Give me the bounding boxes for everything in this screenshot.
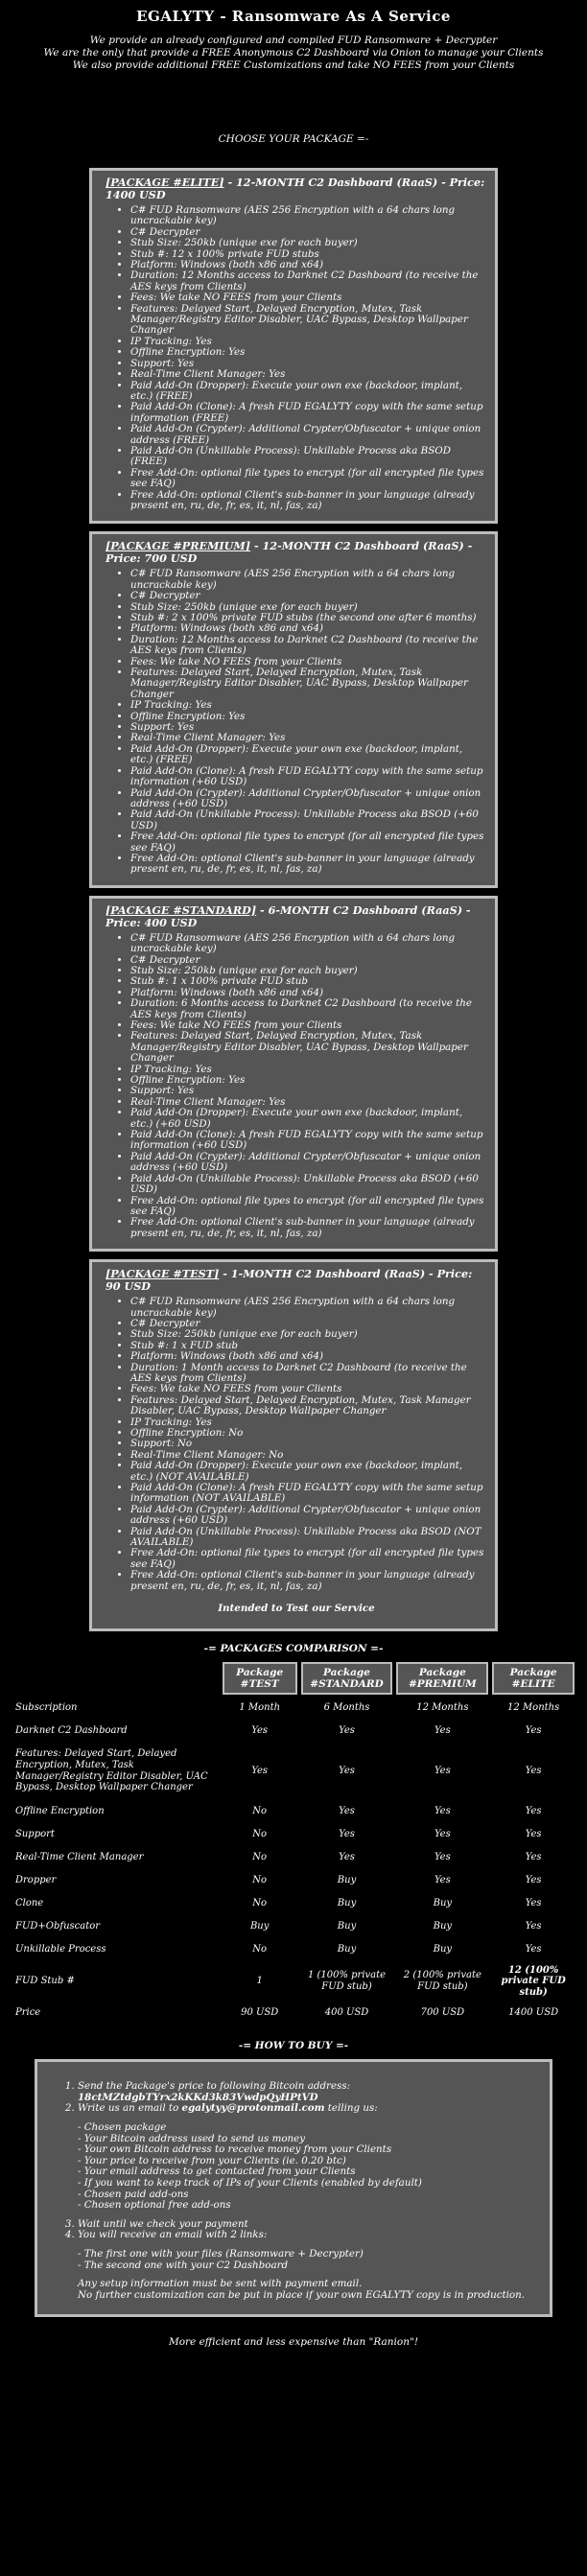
intro-line: We also provide additional FREE Customizations and take NO FEES from your Clients (72, 59, 515, 71)
package-feature: • C# FUD Ransomware (AES 256 Encryption with a 64 chars long uncrackable key) (130, 569, 487, 591)
howto-step-2-pre: Write us an email to (78, 2102, 182, 2115)
package-feature: • Stub #: 12 x 100% private FUD stubs (130, 249, 487, 260)
package-list (0, 168, 587, 1631)
comparison-row (12, 2003, 575, 2023)
package-subtitle: - 1-MONTH C2 Dashboard (RaaS) - Price: 90 USD (106, 1267, 473, 1294)
package-feature: • Paid Add-On (Dropper): Execute your own exe (backdoor, implant, etc.) (FREE) (130, 744, 487, 766)
comparison-row-label: Subscription (15, 1701, 78, 1713)
package-feature: • Stub Size: 250kb (unique exe for each buyer) (130, 238, 487, 248)
package-feature: • Free Add-On: optional Client's sub-banner in your language (already present en, ru, de, fr, es, it, nl, fas, za) (130, 1217, 487, 1239)
package-feature: • Paid Add-On (Clone): A fresh FUD EGALYTY copy with the same setup information (NOT AVAILABLE) (130, 1483, 487, 1505)
package-feature: • Support: Yes (130, 359, 487, 369)
comparison-cell: 700 USD (420, 2007, 465, 2019)
howto-step-4-item: - The first one with your files (Ransomware + Decrypter) (78, 2248, 364, 2260)
package-feature: • Paid Add-On (Clone): A fresh FUD EGALYTY copy with the same setup information (+60 USD) (130, 766, 487, 788)
package-feature-list (106, 1297, 487, 1592)
package-feature: • C# FUD Ransomware (AES 256 Encryption with a 64 chars long uncrackable key) (130, 933, 487, 955)
package-card (89, 531, 498, 887)
package-title (106, 1268, 487, 1293)
comparison-cell: Yes (434, 1805, 451, 1816)
comparison-row (12, 1871, 575, 1890)
package-subtitle: - 6-MONTH C2 Dashboard (RaaS) - Price: 400 USD (106, 902, 471, 929)
comparison-cell: No (252, 1851, 268, 1862)
package-subtitle: - 12-MONTH C2 Dashboard (RaaS) - Price: 1400 USD (106, 176, 485, 201)
comparison-table (9, 1658, 578, 2027)
package-feature: • C# FUD Ransomware (AES 256 Encryption with a 64 chars long uncrackable key) (130, 205, 487, 227)
package-feature: • C# FUD Ransomware (AES 256 Encryption with a 64 chars long uncrackable key) (130, 1297, 487, 1319)
howto-step-1 (78, 2081, 527, 2103)
comparison-header-standard: Package #STANDARD (301, 1662, 393, 1695)
package-feature: • Stub Size: 250kb (unique exe for each buyer) (130, 602, 487, 613)
comparison-header-test: Package #TEST (223, 1662, 297, 1695)
comparison-cell: 90 USD (241, 2007, 279, 2019)
comparison-cell: Yes (434, 1765, 451, 1776)
comparison-row (12, 1802, 575, 1821)
comparison-row (12, 1894, 575, 1913)
package-feature: • Duration: 12 Months access to Darknet C2 Dashboard (to receive the AES keys from Clients) (130, 635, 487, 657)
comparison-cell: Yes (525, 1943, 542, 1955)
package-feature: • Features: Delayed Start, Delayed Encryption, Mutex, Task Manager Disabler, UAC Bypass, Desktop Wallpaper Changer (130, 1395, 487, 1417)
comparison-row (12, 1698, 575, 1718)
package-card (89, 1259, 498, 1630)
howto-box (35, 2059, 552, 2317)
contact-email: egalytyy@protonmail.com (181, 2102, 325, 2115)
comparison-cell: Buy (433, 1920, 453, 1932)
comparison-cell: Yes (434, 1851, 451, 1862)
package-feature: • Paid Add-On (Crypter): Additional Crypter/Obfuscator + unique onion address (FREE) (130, 424, 487, 446)
comparison-row (12, 1745, 575, 1798)
intro-line: We are the only that provide a FREE Anonymous C2 Dashboard via Onion to manage your Clients (43, 47, 544, 59)
comparison-cell: Yes (525, 1897, 542, 1909)
package-feature: • Stub #: 1 x FUD stub (130, 1341, 487, 1351)
comparison-cell: Yes (434, 1874, 451, 1885)
package-feature: • Offline Encryption: Yes (130, 712, 487, 722)
package-feature: • Support: Yes (130, 722, 487, 733)
howto-step-3: 3. Wait until we check your payment (78, 2219, 527, 2231)
comparison-row-label: Dropper (15, 1874, 57, 1885)
comparison-cell: 1 (256, 1976, 263, 1987)
howto-step-2-items (78, 2122, 527, 2212)
package-feature: • Real-Time Client Manager: Yes (130, 733, 487, 743)
package-feature: • C# Decrypter (130, 227, 487, 238)
comparison-row (12, 1825, 575, 1844)
comparison-cell: Buy (249, 1920, 270, 1932)
comparison-row (12, 1721, 575, 1741)
comparison-row-label: Real-Time Client Manager (15, 1851, 144, 1862)
comparison-cell: 1 Month (239, 1701, 281, 1713)
comparison-cell: 12 Months (507, 1701, 560, 1713)
comparison-cell: Buy (433, 1897, 453, 1909)
package-card (89, 896, 498, 1252)
comparison-cell: 2 (100% private FUD stub) (403, 1970, 481, 1992)
package-feature: • Features: Delayed Start, Delayed Encryption, Mutex, Task Manager/Registry Editor Disabler, UAC Bypass, Desktop Wallpaper Changer (130, 1031, 487, 1064)
comparison-cell: Yes (339, 1851, 355, 1862)
package-feature: • Real-Time Client Manager: Yes (130, 1097, 487, 1108)
comparison-cell: Yes (525, 1765, 542, 1776)
comparison-cell: Yes (434, 1828, 451, 1839)
comparison-cell: Yes (525, 1805, 542, 1816)
package-footer: Intended to Test our Service (218, 1603, 375, 1615)
package-subtitle: - 12-MONTH C2 Dashboard (RaaS) - Price: 700 USD (106, 539, 473, 566)
package-feature: • Platform: Windows (both x86 and x64) (130, 988, 487, 998)
howto-step-4 (78, 2230, 527, 2271)
package-feature: • Fees: We take NO FEES from your Clients (130, 657, 487, 667)
comparison-cell: 400 USD (324, 2007, 369, 2019)
package-feature: • Stub Size: 250kb (unique exe for each buyer) (130, 966, 487, 976)
package-feature: • Free Add-On: optional Client's sub-banner in your language (already present en, ru, de, fr, es, it, nl, fas, za) (130, 490, 487, 512)
comparison-heading: -= PACKAGES COMPARISON =- (203, 1642, 384, 1654)
comparison-cell: No (252, 1943, 268, 1955)
package-feature: • Free Add-On: optional file types to encrypt (for all encrypted file types see FAQ) (130, 1548, 487, 1570)
package-feature: • Support: No (130, 1439, 487, 1449)
howto-step-4-text: You will receive an email with 2 links: (78, 2229, 268, 2241)
comparison-row-label: Offline Encryption (15, 1805, 105, 1816)
howto-steps (60, 2081, 527, 2271)
comparison-cell: No (252, 1805, 268, 1816)
comparison-row-label: Darknet C2 Dashboard (15, 1724, 128, 1736)
package-feature: • IP Tracking: Yes (130, 700, 487, 711)
comparison-row-label: Unkillable Process (15, 1943, 106, 1955)
comparison-cell: Buy (433, 1943, 453, 1955)
package-feature: • Paid Add-On (Crypter): Additional Crypter/Obfuscator + unique onion address (+60 USD) (130, 1152, 487, 1174)
comparison-row (12, 1940, 575, 1959)
howto-step-2-post: telling us: (324, 2102, 378, 2115)
comparison-cell: Yes (251, 1765, 269, 1776)
package-feature: • Free Add-On: optional file types to encrypt (for all encrypted file types see FAQ) (130, 831, 487, 854)
intro-line: We provide an already configured and compiled FUD Ransomware + Decrypter (89, 35, 498, 46)
package-feature: • Paid Add-On (Crypter): Additional Crypter/Obfuscator + unique onion address (+60 USD) (130, 788, 487, 810)
package-feature: • Paid Add-On (Dropper): Execute your own exe (backdoor, implant, etc.) (NOT AVAILABLE) (130, 1461, 487, 1483)
package-feature-list (106, 933, 487, 1239)
package-feature-list (106, 569, 487, 875)
package-title (106, 904, 487, 929)
comparison-row-label: Price (15, 2007, 41, 2019)
package-feature: • Paid Add-On (Unkillable Process): Unkillable Process aka BSOD (+60 USD) (130, 1174, 487, 1196)
package-feature: • Features: Delayed Start, Delayed Encryption, Mutex, Task Manager/Registry Editor Disabler, UAC Bypass, Desktop Wallpaper Changer (130, 304, 487, 337)
package-feature: • IP Tracking: Yes (130, 1065, 487, 1075)
package-title (106, 176, 487, 201)
package-feature: • Paid Add-On (Unkillable Process): Unkillable Process aka BSOD (+60 USD) (130, 809, 487, 831)
comparison-cell: 12 (100% private FUD stub) (501, 1964, 566, 1998)
comparison-cell: Yes (525, 1920, 542, 1932)
comparison-cell: Yes (525, 1874, 542, 1885)
comparison-cell: 1 (100% private FUD stub) (307, 1970, 387, 1992)
package-feature: • Duration: 12 Months access to Darknet C2 Dashboard (to receive the AES keys from Clients) (130, 270, 487, 293)
comparison-row (12, 1963, 575, 2001)
package-feature: • Features: Delayed Start, Delayed Encryption, Mutex, Task Manager/Registry Editor Disabler, UAC Bypass, Desktop Wallpaper Changer (130, 667, 487, 700)
howto-step-2-item: - If you want to keep track of IPs of your Clients (enabled by default) (78, 2177, 422, 2190)
package-feature: • Platform: Windows (both x86 and x64) (130, 260, 487, 270)
package-feature: • Platform: Windows (both x86 and x64) (130, 623, 487, 634)
package-feature: • C# Decrypter (130, 1319, 487, 1329)
comparison-cell: Yes (525, 1828, 542, 1839)
bitcoin-address: 18ctMZtdgbTYrx2kKKd3k83VwdpQyHPtVD (78, 2091, 318, 2103)
package-feature: • Paid Add-On (Dropper): Execute your own exe (backdoor, implant, etc.) (+60 USD) (130, 1108, 487, 1130)
howto-step-2-item: - Your price to receive from your Clients (ie. 0.20 btc) (78, 2154, 346, 2166)
howto-note: Any setup information must be sent with payment email. (78, 2278, 363, 2290)
page-title: EGALYTY - Ransomware As A Service (136, 8, 451, 25)
package-feature: • IP Tracking: Yes (130, 1417, 487, 1428)
package-tag: [PACKAGE #ELITE] (106, 176, 224, 189)
comparison-cell: Yes (339, 1828, 355, 1839)
package-feature: • Fees: We take NO FEES from your Clients (130, 1384, 487, 1394)
package-feature: • C# Decrypter (130, 955, 487, 966)
choose-package-heading: CHOOSE YOUR PACKAGE =- (218, 133, 369, 145)
package-feature: • Free Add-On: optional Client's sub-banner in your language (already present en, ru, de, fr, es, it, nl, fas, za) (130, 854, 487, 876)
howto-step-2-item: - Your email address to get contacted from your Clients (78, 2166, 356, 2178)
package-feature: • Stub #: 1 x 100% private FUD stub (130, 976, 487, 987)
comparison-row (12, 1917, 575, 1936)
package-feature-list (106, 205, 487, 511)
comparison-header-row (12, 1662, 575, 1695)
package-feature: • Paid Add-On (Unkillable Process): Unkillable Process aka BSOD (FREE) (130, 446, 487, 468)
comparison-row-label: FUD Stub # (15, 1976, 75, 1987)
comparison-body (12, 1698, 575, 2024)
package-feature: • Free Add-On: optional file types to encrypt (for all encrypted file types see FAQ) (130, 468, 487, 490)
howto-note: No further customization can be put in place if your own EGALYTY copy is in production. (78, 2288, 526, 2301)
comparison-row-label: FUD+Obfuscator (15, 1920, 101, 1932)
howto-heading: -= HOW TO BUY =- (238, 2040, 349, 2052)
package-feature: • Paid Add-On (Unkillable Process): Unkillable Process aka BSOD (NOT AVAILABLE) (130, 1527, 487, 1549)
howto-step-2-item: - Chosen optional free add-ons (78, 2199, 231, 2212)
package-card (89, 168, 498, 524)
howto-step-2 (78, 2103, 527, 2211)
comparison-cell: Buy (337, 1943, 357, 1955)
howto-step-2-item: - Chosen paid add-ons (78, 2188, 189, 2200)
comparison-header-elite: Package #ELITE (492, 1662, 575, 1695)
comparison-row (12, 1848, 575, 1867)
comparison-row-label: Support (15, 1828, 55, 1839)
package-feature: • Stub #: 2 x 100% private FUD stubs (the second one after 6 months) (130, 613, 487, 623)
package-feature: • Support: Yes (130, 1086, 487, 1096)
comparison-cell: Buy (337, 1897, 357, 1909)
package-title (106, 540, 487, 565)
intro (0, 35, 587, 72)
package-feature: • Free Add-On: optional file types to encrypt (for all encrypted file types see FAQ) (130, 1196, 487, 1218)
howto-step-4-items (78, 2249, 527, 2271)
comparison-cell: Yes (525, 1851, 542, 1862)
comparison-cell: Yes (339, 1765, 355, 1776)
comparison-header-empty (12, 1662, 219, 1695)
package-feature: • IP Tracking: Yes (130, 337, 487, 347)
package-feature: • Offline Encryption: No (130, 1428, 487, 1439)
package-tag: [PACKAGE #STANDARD] (106, 902, 257, 917)
package-tag: [PACKAGE #TEST] (106, 1267, 220, 1281)
comparison-cell: No (252, 1874, 268, 1885)
package-feature: • Offline Encryption: Yes (130, 1075, 487, 1086)
package-feature: • Duration: 6 Months access to Darknet C2 Dashboard (to receive the AES keys from Clients) (130, 998, 487, 1020)
howto-step-2-item: - Chosen package (78, 2121, 167, 2134)
comparison-cell: Yes (339, 1805, 355, 1816)
comparison-cell: Yes (251, 1724, 269, 1736)
package-feature: • Free Add-On: optional Client's sub-banner in your language (already present en, ru, de, fr, es, it, nl, fas, za) (130, 1570, 487, 1592)
package-feature: • Real-Time Client Manager: No (130, 1450, 487, 1461)
comparison-cell: 1400 USD (508, 2007, 559, 2019)
howto-step-2-item: - Your Bitcoin address used to send us money (78, 2132, 306, 2144)
comparison-cell: Yes (434, 1724, 451, 1736)
comparison-cell: 6 Months (323, 1701, 370, 1713)
closing-text: More efficient and less expensive than "Ranion"! (168, 2336, 419, 2349)
package-tag: [PACKAGE #PREMIUM] (106, 539, 251, 553)
package-feature: • Paid Add-On (Clone): A fresh FUD EGALYTY copy with the same setup information (FREE) (130, 402, 487, 424)
comparison-cell: No (252, 1897, 268, 1909)
package-feature: • Paid Add-On (Dropper): Execute your own exe (backdoor, implant, etc.) (FREE) (130, 381, 487, 403)
package-feature: • Paid Add-On (Crypter): Additional Crypter/Obfuscator + unique onion address (+60 USD) (130, 1505, 487, 1527)
howto-step-2-item: - Your own Bitcoin address to receive money from your Clients (78, 2143, 392, 2156)
howto-step-4-item: - The second one with your C2 Dashboard (78, 2259, 289, 2271)
comparison-cell: Yes (525, 1724, 542, 1736)
comparison-row-label: Features: Delayed Start, Delayed Encryption, Mutex, Task Manager/Registry Editor Disabler, UAC Bypass, Desktop Wallpaper Changer (15, 1748, 208, 1793)
package-feature: • Platform: Windows (both x86 and x64) (130, 1351, 487, 1362)
package-feature: • Offline Encryption: Yes (130, 347, 487, 358)
comparison-row-label: Clone (15, 1897, 44, 1909)
howto-step-1-text: Send the Package's price to following Bitcoin address: (78, 2080, 351, 2093)
package-feature: • Paid Add-On (Clone): A fresh FUD EGALYTY copy with the same setup information (+60 USD) (130, 1130, 487, 1152)
howto-notes (60, 2279, 527, 2301)
comparison-header-premium: Package #PREMIUM (396, 1662, 488, 1695)
package-feature: • Fees: We take NO FEES from your Clients (130, 1020, 487, 1031)
package-feature: • Real-Time Client Manager: Yes (130, 369, 487, 380)
comparison-cell: 12 Months (416, 1701, 469, 1713)
comparison-cell: Buy (337, 1874, 357, 1885)
comparison-cell: Yes (339, 1724, 355, 1736)
package-feature: • Stub Size: 250kb (unique exe for each buyer) (130, 1329, 487, 1340)
comparison-cell: Buy (337, 1920, 357, 1932)
comparison-cell: No (252, 1828, 268, 1839)
package-feature: • Fees: We take NO FEES from your Clients (130, 293, 487, 303)
package-feature: • Duration: 1 Month access to Darknet C2 Dashboard (to receive the AES keys from Clients) (130, 1363, 487, 1385)
package-feature: • C# Decrypter (130, 591, 487, 601)
